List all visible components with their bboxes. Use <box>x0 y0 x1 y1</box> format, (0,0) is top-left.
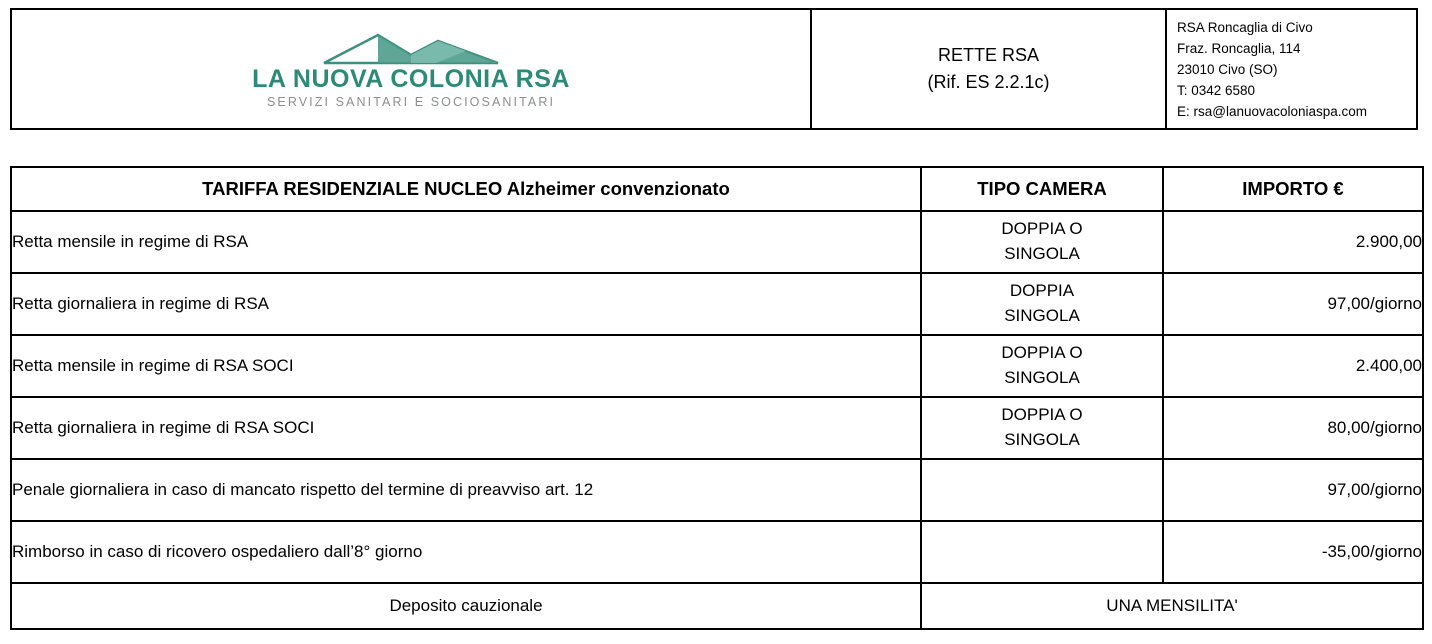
doc-title-line-2: (Rif. ES 2.2.1c) <box>927 72 1050 92</box>
contact-address: Fraz. Roncaglia, 114 <box>1177 40 1301 56</box>
row-room-type <box>921 211 1163 273</box>
header-logo-cell <box>12 10 812 128</box>
doc-title-line-1: RETTE RSA <box>937 45 1039 65</box>
room-line-1: DOPPIA O <box>1001 405 1083 425</box>
row-room-type <box>921 335 1163 397</box>
row-amount: -35,00/giorno <box>1163 521 1423 583</box>
column-header-description: TARIFFA RESIDENZIALE NUCLEO Alzheimer convenzionato <box>11 167 921 211</box>
table-row <box>11 397 1423 459</box>
room-line-1: DOPPIA O <box>1001 219 1083 239</box>
row-room-type <box>921 521 1163 583</box>
row-description: Deposito cauzionale <box>11 583 921 629</box>
table-row-deposit <box>11 583 1423 629</box>
mountains-logo-icon <box>316 29 506 65</box>
row-amount: 2.400,00 <box>1163 335 1423 397</box>
row-description: Penale giornaliera in caso di mancato rispetto del termine di preavviso art. 12 <box>11 459 921 521</box>
row-amount: 97,00/giorno <box>1163 459 1423 521</box>
room-line-2: SINGOLA <box>1004 368 1080 387</box>
table-row <box>11 459 1423 521</box>
room-line-1: DOPPIA <box>1009 281 1075 301</box>
row-description: Retta giornaliera in regime di RSA SOCI <box>11 397 921 459</box>
row-description: Rimborso in caso di ricovero ospedaliero dall’8° giorno <box>11 521 921 583</box>
column-header-room-type: TIPO CAMERA <box>921 167 1163 211</box>
table-header-row <box>11 167 1423 211</box>
logo-title: LA NUOVA COLONIA RSA <box>252 65 570 94</box>
table-row <box>11 211 1423 273</box>
row-description: Retta mensile in regime di RSA <box>11 211 921 273</box>
table-row <box>11 335 1423 397</box>
row-amount: 97,00/giorno <box>1163 273 1423 335</box>
contact-phone: T: 0342 6580 <box>1177 82 1256 98</box>
table-row <box>11 273 1423 335</box>
tariff-table <box>10 166 1424 630</box>
row-description: Retta mensile in regime di RSA SOCI <box>11 335 921 397</box>
contact-email: E: rsa@lanuovacoloniaspa.com <box>1177 103 1368 119</box>
row-room-type <box>921 397 1163 459</box>
table-row <box>11 521 1423 583</box>
header-contact-cell <box>1167 10 1416 128</box>
row-room-type <box>921 459 1163 521</box>
room-line-1: DOPPIA O <box>1001 343 1083 363</box>
room-line-2: SINGOLA <box>1004 306 1080 325</box>
column-header-amount: IMPORTO € <box>1163 167 1423 211</box>
document-header <box>10 8 1418 130</box>
header-doc-title-cell <box>812 10 1167 128</box>
row-room-type <box>921 273 1163 335</box>
row-description: Retta giornaliera in regime di RSA <box>11 273 921 335</box>
row-amount: 2.900,00 <box>1163 211 1423 273</box>
row-amount: 80,00/giorno <box>1163 397 1423 459</box>
room-line-2: SINGOLA <box>1004 430 1080 449</box>
contact-city: 23010 Civo (SO) <box>1177 61 1278 77</box>
row-deposit-value: UNA MENSILITA' <box>921 583 1423 629</box>
room-line-2: SINGOLA <box>1004 244 1080 263</box>
logo <box>246 29 576 109</box>
contact-name: RSA Roncaglia di Civo <box>1177 20 1313 35</box>
logo-subtitle: SERVIZI SANITARI E SOCIOSANITARI <box>266 95 556 110</box>
